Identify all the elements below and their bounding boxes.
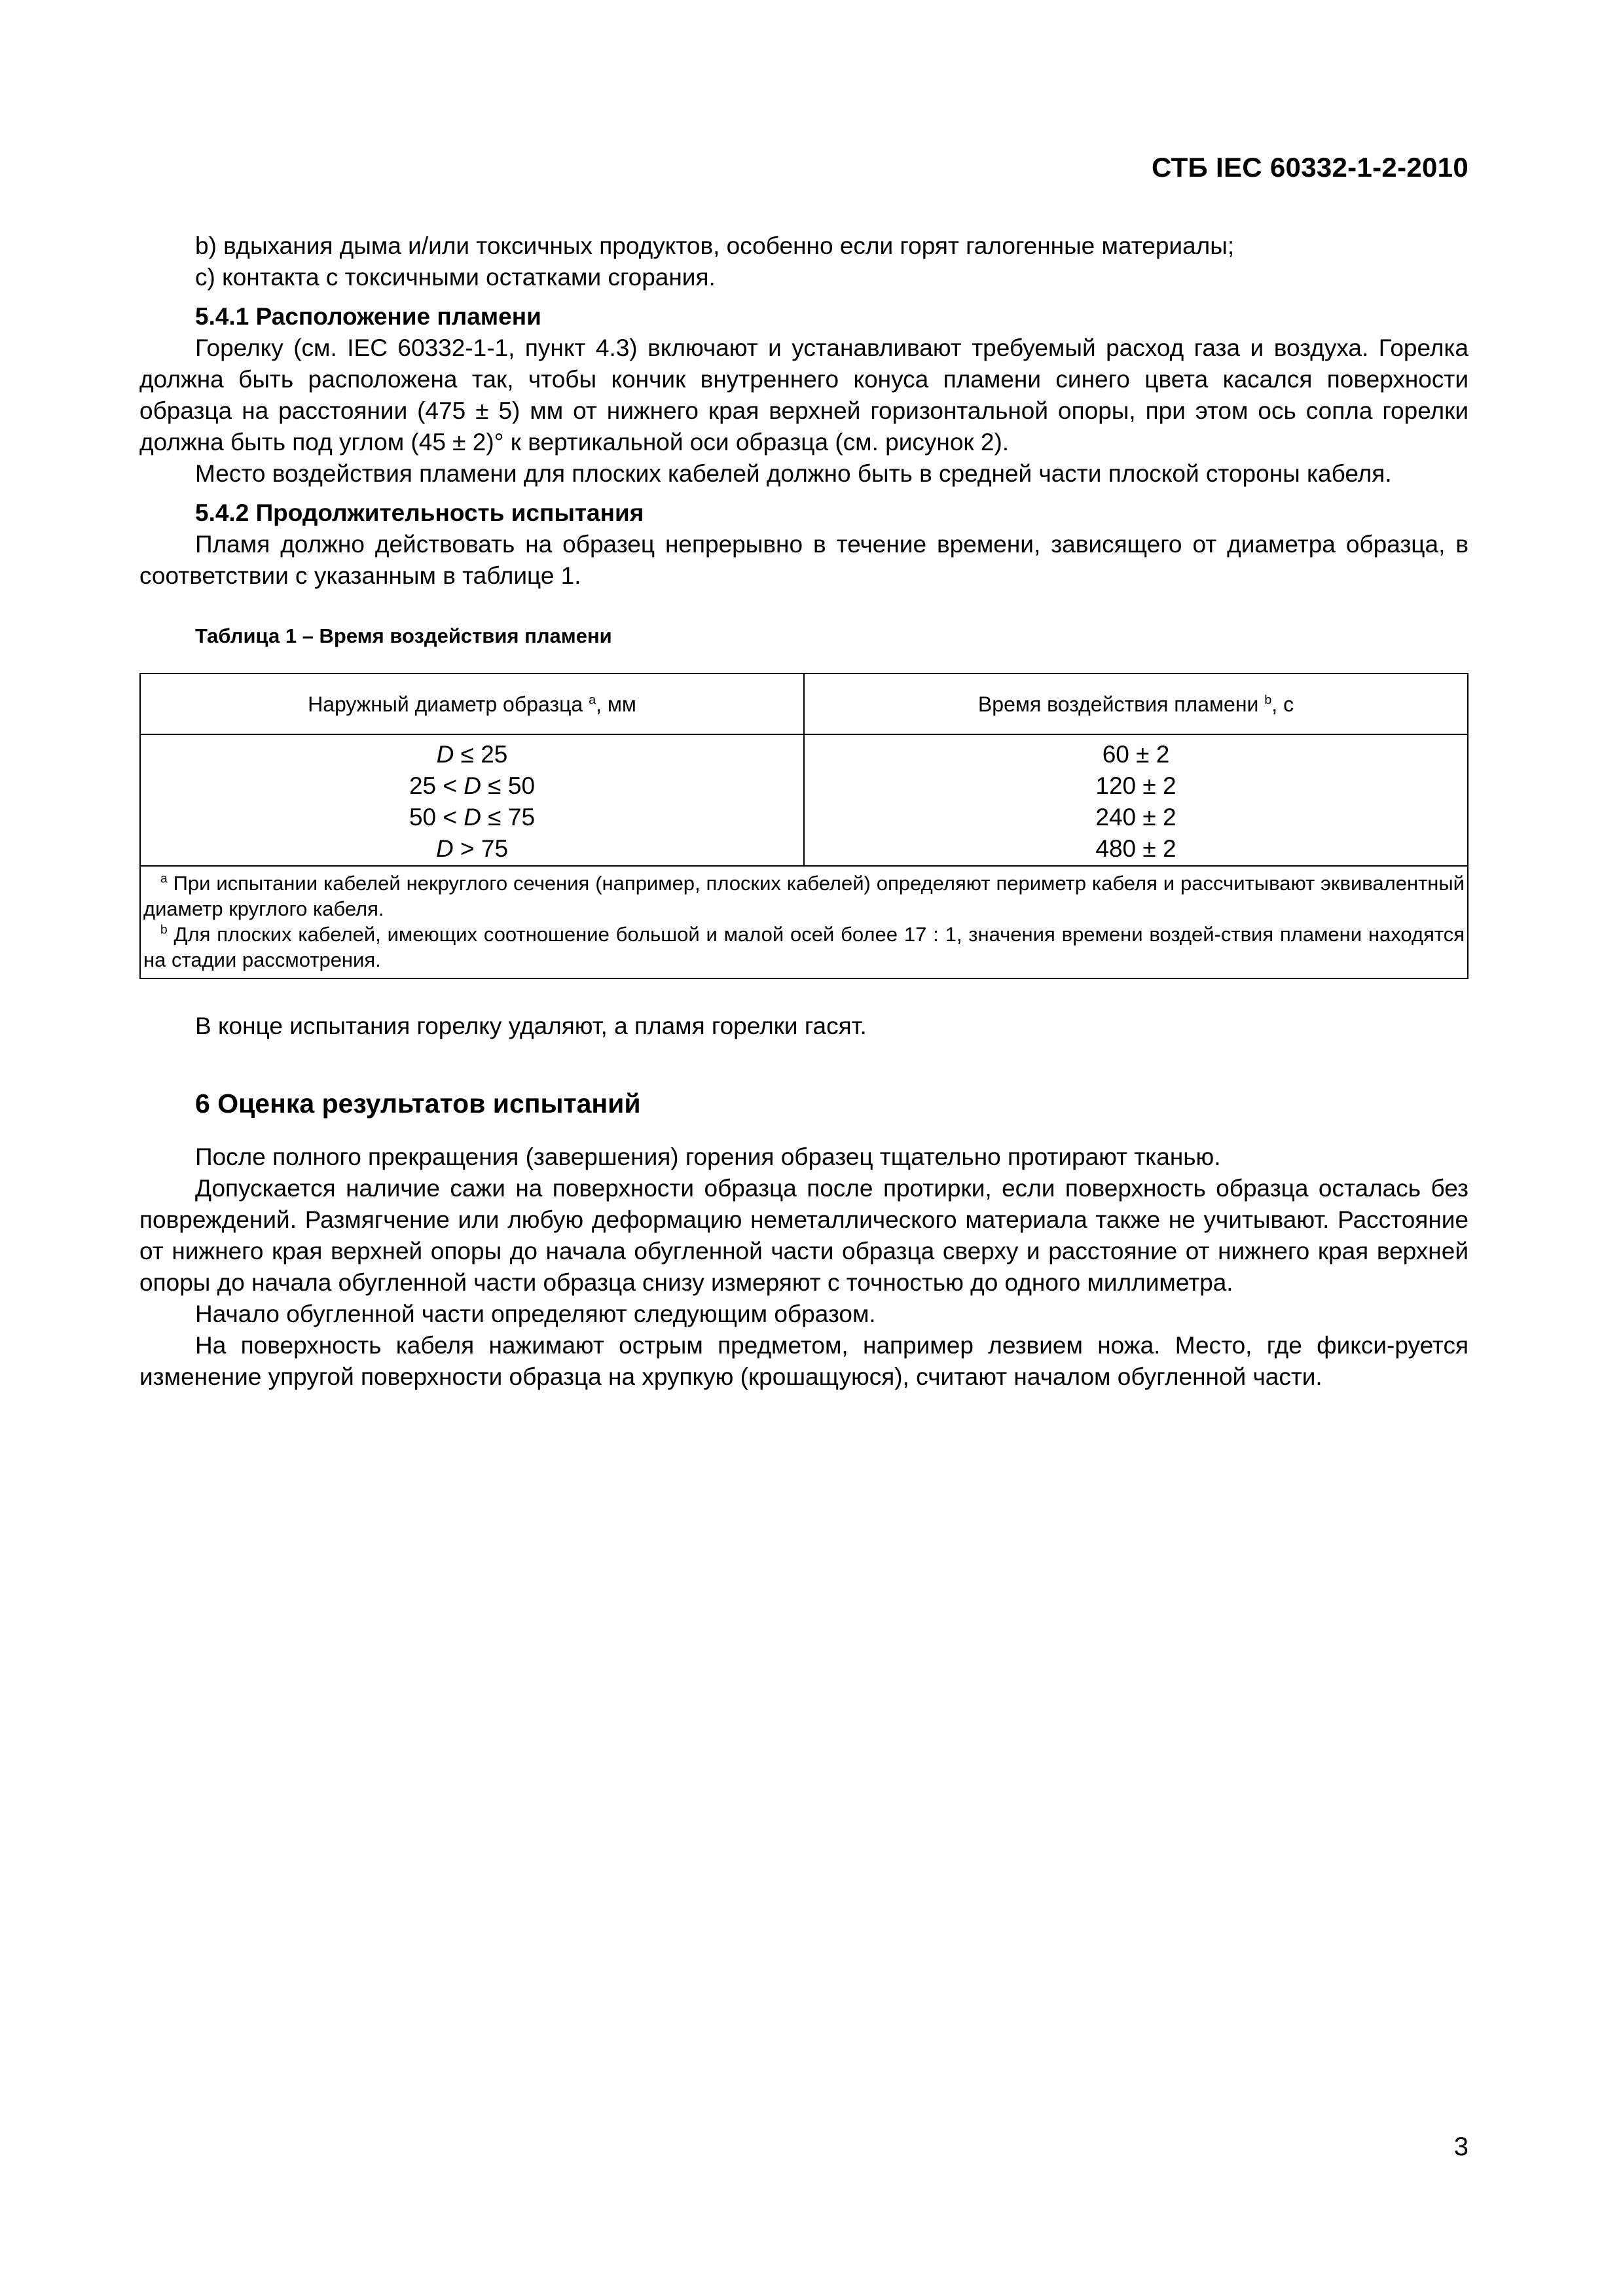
table-data-row	[140, 734, 1468, 866]
section-5-4-2-title: 5.4.2 Продолжительность испытания	[195, 499, 644, 526]
diameter-value: 25 < D ≤ 50	[409, 772, 536, 799]
diameter-value: D ≤ 25	[436, 741, 508, 768]
section-5-4-2-paragraph-1: Пламя должно действовать на образец непрерывно в течение времени, зависящего от диаметра образца, в соответствии с указанным в таблице 1.	[139, 531, 1468, 589]
after-table-paragraph: В конце испытания горелку удаляют, а пламя горелки гасят.	[195, 1013, 867, 1039]
time-value: 240 ± 2	[1095, 804, 1176, 831]
section-5-4-1-title: 5.4.1 Расположение пламени	[195, 303, 541, 330]
section-6-paragraph-4: На поверхность кабеля нажимают острым предметом, например лезвием ножа. Место, где фикси-руется изменение упругой поверхности образца на хрупкую (крошащуюся), считают началом обугленной части.	[139, 1332, 1468, 1390]
table-notes-row	[140, 866, 1468, 978]
flame-time-table	[139, 673, 1468, 979]
section-5-4-1-paragraph-1: Горелку (см. IEC 60332-1-1, пункт 4.3) включают и устанавливают требуемый расход газа и воздуха. Горелка должна быть расположена так, чтобы кончик внутреннего конуса пламени синего цвета касался поверхности образца на расстоянии (475 ± 5) мм от нижнего края верхней горизонтальной опоры, при этом ось сопла горелки должна быть под углом (45 ± 2)° к вертикальной оси образца (см. рисунок 2).	[139, 334, 1468, 456]
table-1-caption: Таблица 1 – Время воздействия пламени	[195, 624, 612, 647]
time-values-cell	[804, 734, 1468, 866]
document-id-header: СТБ IEC 60332-1-2-2010	[1152, 152, 1468, 183]
diameter-value: 50 < D ≤ 75	[409, 804, 536, 831]
section-5-4-1-paragraph-2: Место воздействия пламени для плоских кабелей должно быть в средней части плоской стороны кабеля.	[195, 460, 1392, 487]
table-header-diameter: Наружный диаметр образца $^a$, мм	[140, 673, 804, 734]
list-item-b: b) вдыхания дыма и/или токсичных продуктов, особенно если горят галогенные материалы;	[195, 232, 1235, 259]
time-value: 480 ± 2	[1095, 835, 1176, 862]
section-6-paragraph-3: Начало обугленной части определяют следующим образом.	[195, 1300, 876, 1327]
diameter-values-cell	[140, 734, 804, 866]
table-notes-cell	[140, 866, 1468, 978]
list-item-c: c) контакта с токсичными остатками сгорания.	[195, 264, 716, 291]
time-value: 120 ± 2	[1095, 772, 1176, 799]
diameter-value: D > 75	[435, 835, 509, 862]
table-header-time: Время воздействия пламени $^b$, с	[804, 673, 1468, 734]
table-note-a: $^a$ При испытании кабелей некруглого сечения (например, плоских кабелей) определяют периметр кабеля и рассчитывают эквивалентный диаметр круглого кабеля.	[143, 872, 1465, 920]
table-header-row	[140, 673, 1468, 734]
page-number: 3	[1453, 2132, 1468, 2161]
section-6-paragraph-1: После полного прекращения (завершения) горения образец тщательно протирают тканью.	[195, 1143, 1221, 1170]
page-content	[139, 230, 1468, 1393]
time-value: 60 ± 2	[1102, 741, 1170, 768]
section-6-paragraph-2: Допускается наличие сажи на поверхности образца после протирки, если поверхность образца осталась без повреждений. Размягчение или любую деформацию неметаллического материала также не учитывают. Расстояние от нижнего края верхней опоры до начала обугленной части образца сверху и расстояние от нижнего края верхней опоры до начала обугленной части образца снизу измеряют с точностью до одного миллиметра.	[139, 1175, 1468, 1296]
section-6-title: 6 Оценка результатов испытаний	[195, 1088, 641, 1119]
table-note-b: $^b$ Для плоских кабелей, имеющих соотношение большой и малой осей более 17 : 1, значения времени воздей-ствия пламени находятся на стадии рассмотрения.	[143, 923, 1465, 971]
